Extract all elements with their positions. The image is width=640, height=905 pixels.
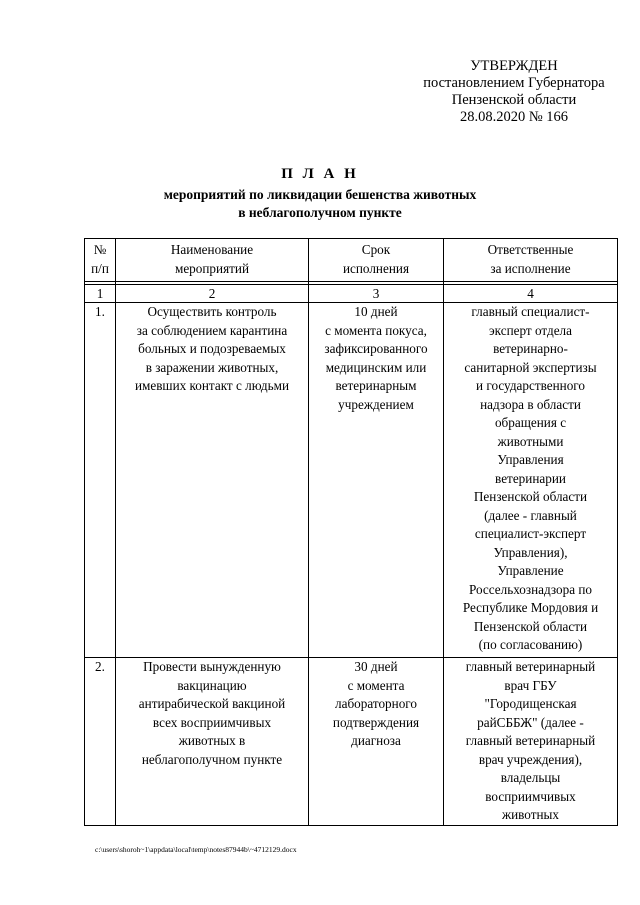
table-column-numbers-row (85, 285, 618, 303)
column-number: 2 (116, 285, 309, 303)
cell-line: ветеринарным (335, 378, 417, 393)
document-subtitle-line: в неблагополучном пункте (238, 205, 402, 220)
cell-line: ветеринарии (495, 470, 566, 486)
approval-line: Пензенской области (451, 92, 577, 108)
cell-line: больных и подозреваемых (138, 341, 286, 356)
table-row (85, 303, 618, 658)
row-action (116, 303, 309, 658)
column-number: 3 (309, 285, 444, 303)
cell-line: учреждением (338, 396, 414, 412)
approval-line: УТВЕРЖДЕН (470, 58, 558, 74)
cell-line: райСББЖ" (далее - (477, 714, 584, 730)
document-subtitle-line: мероприятий по ликвидации бешенства животных (163, 187, 477, 202)
approval-line: постановлением Губернатора (423, 75, 605, 91)
cell-line: всех восприимчивых (152, 714, 272, 730)
cell-line: антирабической вакциной (138, 696, 286, 711)
approval-line: 28.08.2020 № 166 (459, 109, 569, 125)
cell-line: подтверждения (332, 714, 420, 730)
cell-line: врач ГБУ (504, 677, 557, 693)
header-cell-number: № п/п (85, 239, 116, 282)
header-cell-action: Наименование мероприятий (116, 239, 309, 282)
cell-line: надзора в области (480, 396, 581, 412)
cell-line: "Городищенская (484, 696, 577, 711)
cell-line: главный ветеринарный (465, 659, 596, 674)
cell-line: владельцы (500, 770, 561, 785)
cell-line: Провести вынужденную (143, 659, 281, 674)
plan-table (84, 238, 618, 826)
row-term (309, 658, 444, 826)
cell-line: диагноза (351, 733, 401, 748)
cell-line: за соблюдением карантина (136, 322, 288, 338)
cell-line: и государственного (476, 378, 585, 393)
cell-line: ветеринарно- (493, 341, 568, 356)
cell-line: с момента (347, 677, 405, 693)
approval-block (400, 58, 628, 126)
header-cell-responsible: Ответственные за исполнение (444, 239, 618, 282)
file-path-footer: c:\users\shoroh~1\appdata\local\temp\notes87944b\~4712129.docx (95, 845, 297, 854)
cell-line: Управления (497, 452, 564, 467)
cell-line: животных (502, 807, 559, 822)
cell-line: вакцинацию (177, 677, 247, 693)
row-number: 2. (85, 658, 116, 826)
cell-line: обращения с (494, 415, 567, 430)
cell-line: Управления), (493, 544, 568, 560)
cell-line: (по согласованию) (478, 637, 583, 652)
cell-line: Пензенской области (473, 489, 588, 504)
cell-line: Осуществить контроль (147, 304, 277, 319)
cell-line: главный специалист- (471, 304, 590, 319)
table-header-row (85, 239, 618, 282)
cell-line: животных в (178, 733, 246, 748)
table-row (85, 658, 618, 826)
cell-line: (далее - главный (484, 507, 577, 523)
cell-line: 30 дней (354, 659, 398, 674)
document-title: П Л А Н (281, 166, 359, 182)
header-cell-term: Срок исполнения (309, 239, 444, 282)
cell-line: Россельхознадзора по (468, 581, 593, 597)
cell-line: специалист-эксперт (474, 526, 587, 541)
cell-line: медицинским или (325, 359, 427, 375)
row-number: 1. (85, 303, 116, 658)
cell-line: имевших контакт с людьми (134, 378, 290, 393)
column-number: 4 (444, 285, 618, 303)
cell-line: в заражении животных, (145, 359, 279, 375)
cell-line: неблагополучном пункте (141, 751, 283, 767)
cell-line: зафиксированного (324, 341, 428, 356)
cell-line: восприимчивых (485, 788, 576, 804)
cell-line: Управление (497, 563, 564, 578)
cell-line: врач учреждения), (478, 751, 583, 767)
row-term (309, 303, 444, 658)
cell-line: лабораторного (335, 696, 417, 711)
cell-line: с момента покуса, (325, 322, 427, 338)
cell-line: эксперт отдела (489, 322, 572, 338)
cell-line: санитарной экспертизы (464, 359, 597, 375)
cell-line: животными (497, 433, 564, 449)
cell-line: 10 дней (354, 304, 398, 319)
row-action (116, 658, 309, 826)
cell-line: главный ветеринарный (465, 733, 596, 748)
cell-line: Республике Мордовия и (462, 600, 599, 615)
row-responsible (444, 658, 618, 826)
cell-line: Пензенской области (473, 618, 588, 634)
row-responsible (444, 303, 618, 658)
column-number: 1 (85, 285, 116, 303)
